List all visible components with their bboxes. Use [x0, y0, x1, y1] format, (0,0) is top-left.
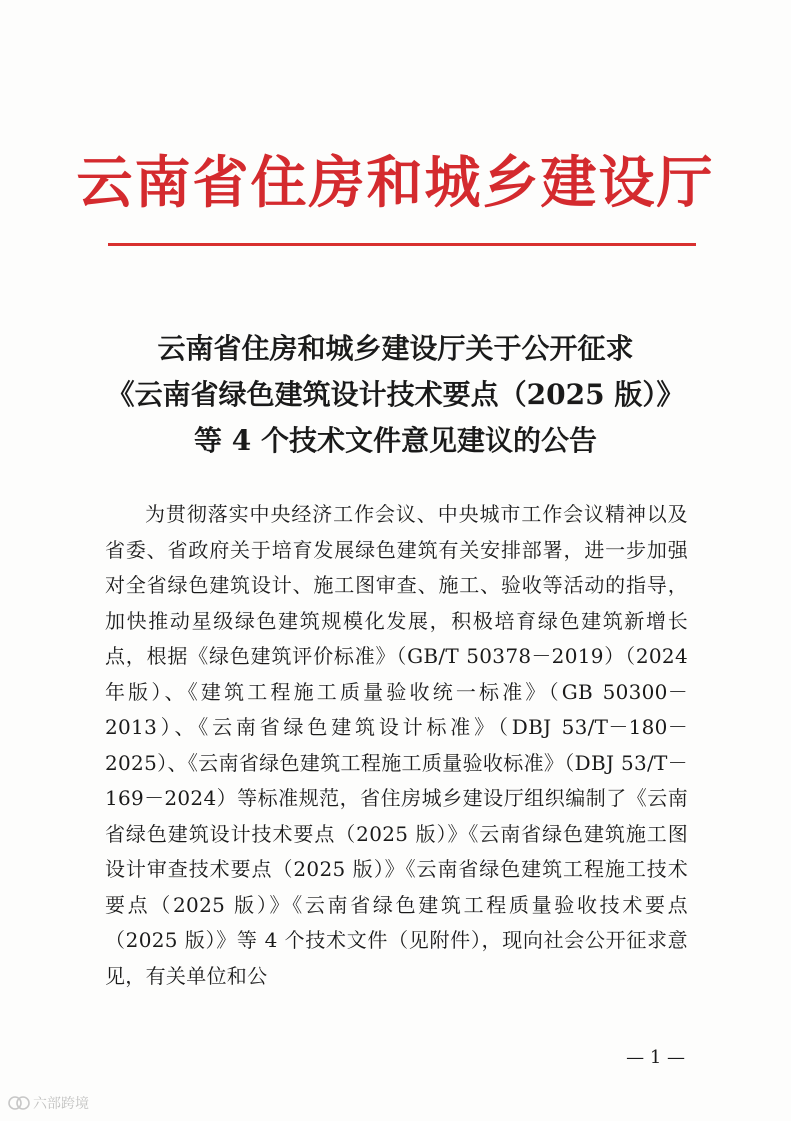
- title-line-1: 云南省住房和城乡建设厅关于公开征求: [157, 332, 634, 365]
- announcement-body-paragraph: 为贯彻落实中央经济工作会议、中央城市工作会议精神以及省委、省政府关于培育发展绿色建筑有关安排部署，进一步加强对全省绿色建筑设计、施工图审查、施工、验收等活动的指导，加快推动星级绿色建筑规模化发展，积极培育绿色建筑新增长点，根据《绿色建筑评价标准》（GB/T 50378－2019）（2024年版）、《建筑工程施工质量验收统一标准》（GB 50300－2013）、《云南省绿色建筑设计标准》（DBJ 53/T－180－2025）、《云南省绿色建筑工程施工质量验收标准》（DBJ 53/T－169－2024）等标准规范，省住房城乡建设厅组织编制了《云南省绿色建筑设计技术要点（2025 版）》《云南省绿色建筑施工图设计审查技术要点（2025 版）》《云南省绿色建筑工程施工技术要点（2025 版）》《云南省绿色建筑工程质量验收技术要点（2025 版）》等 4 个技术文件（见附件），现向社会公开征求意见，有关单位和公: [105, 502, 688, 988]
- watermark: [8, 1093, 89, 1113]
- letterhead-red-rule: [108, 243, 696, 246]
- watermark-label: 六部跨境: [33, 1096, 89, 1112]
- watermark-logo-icon: [8, 1094, 30, 1112]
- title-line-3: 等 4 个技术文件意见建议的公告: [194, 424, 597, 457]
- page-number: — 1 —: [626, 1047, 685, 1068]
- letterhead-organization-name: 云南省住房和城乡建设厅: [76, 150, 715, 216]
- announcement-title: [80, 326, 711, 464]
- title-line-2: 《云南省绿色建筑设计技术要点（2025 版）》: [106, 378, 685, 411]
